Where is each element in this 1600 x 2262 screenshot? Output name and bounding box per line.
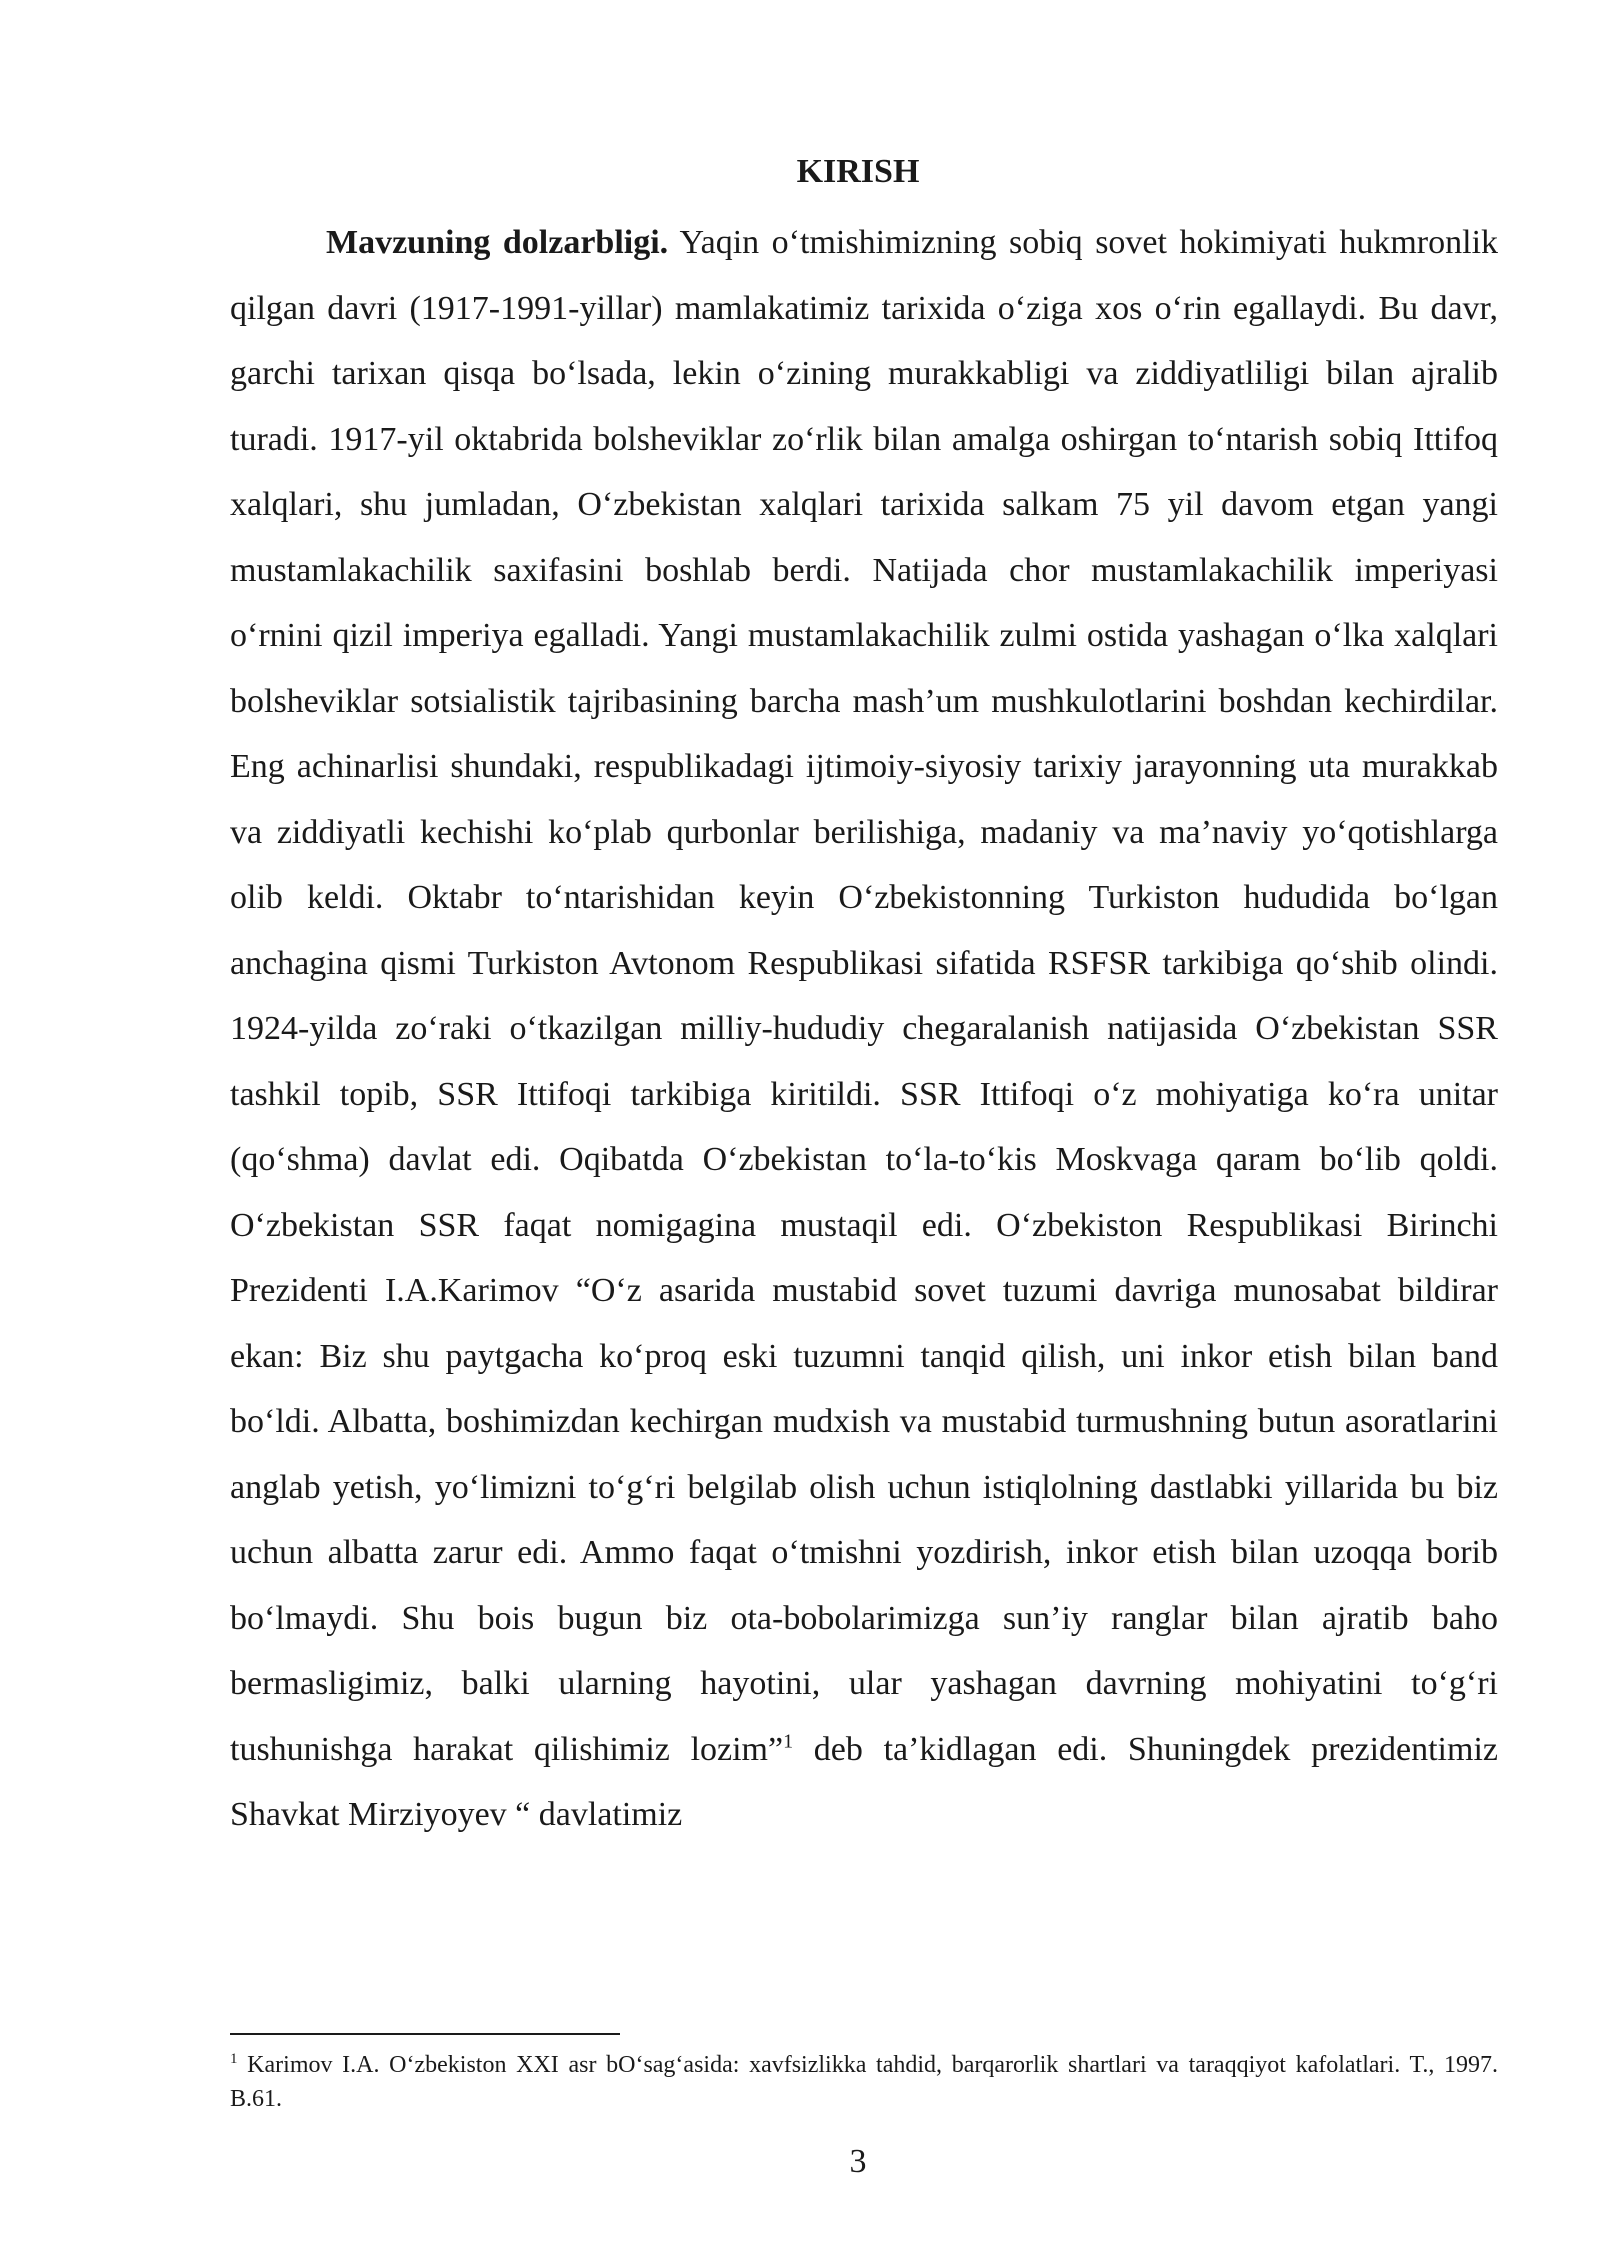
footnote-reference: 1	[783, 1730, 794, 1753]
section-heading: KIRISH	[796, 153, 920, 190]
paragraph-text-continued: deb ta’kidlagan edi. Shuningdek prezidentimiz Shavkat Mirziyoyev “ davlatimiz	[230, 1730, 1498, 1833]
body-text	[230, 210, 1498, 1848]
footnote-marker: 1	[230, 2051, 238, 2067]
intro-paragraph	[230, 210, 1498, 1848]
paragraph-lead: Mavzuning dolzarbligi.	[326, 224, 669, 261]
footnote-separator	[230, 2033, 620, 2035]
paragraph-text: Yaqin o‘tmishimizning sobiq sovet hokimiyati hukmronlik qilgan davri (1917-1991-yillar) mamlakatimiz tarixida o‘ziga xos o‘rin egallaydi. Bu davr, garchi tarixan qisqa bo‘lsada, lekin o‘zining murakkabligi va ziddiyatliligi bilan ajralib turadi. 1917-yil oktabrida bolsheviklar zo‘rlik bilan amalga oshirgan to‘ntarish sobiq Ittifoq xalqlari, shu jumladan, O‘zbekistan xalqlari tarixida salkam 75 yil davom etgan yangi mustamlakachilik saxifasini boshlab berdi. Natijada chor mustamlakachilik imperiyasi o‘rnini qizil imperiya egalladi. Yangi mustamlakachilik zulmi ostida yashagan o‘lka xalqlari bolsheviklar sotsialistik tajribasining barcha mash’um mushkulotlarini boshdan kechirdilar. Eng achinarlisi shundaki, respublikadagi ijtimoiy-siyosiy tarixiy jarayonning uta murakkab va ziddiyatli kechishi ko‘plab qurbonlar berilishiga, madaniy va ma’naviy yo‘qotishlarga olib keldi. Oktabr to‘ntarishidan keyin O‘zbekistonning Turkiston hududida bo‘lgan anchagina qismi Turkiston Avtonom Respublikasi sifatida RSFSR tarkibiga qo‘shib olindi. 1924-yilda zo‘raki o‘tkazilgan milliy-hududiy chegaralanish natijasida O‘zbekistan SSR tashkil topib, SSR Ittifoqi tarkibiga kiritildi. SSR Ittifoqi o‘z mohiyatiga ko‘ra unitar (qo‘shma) davlat edi. Oqibatda O‘zbekistan to‘la-to‘kis Moskvaga qaram bo‘lib qoldi. O‘zbekistan SSR faqat nomigagina mustaqil edi. O‘zbekiston Respublikasi Birinchi Prezidenti I.A.Karimov “O‘z asarida mustabid sovet tuzumi davriga munosabat bildirar ekan: Biz shu paytgacha ko‘proq eski tuzumni tanqid qilish, uni inkor etish bilan band bo‘ldi. Albatta, boshimizdan kechirgan mudxish va mustabid turmushning butun asoratlarini anglab yetish, yo‘limizni to‘g‘ri belgilab olish uchun istiqlolning dastlabki yillarida bu biz uchun albatta zarur edi. Ammo faqat o‘tmishni yozdirish, inkor etish bilan uzoqqa borib bo‘lmaydi. Shu bois bugun biz ota-bobolarimizga sun’iy ranglar bilan ajratib baho bermasligimiz, balki ularning hayotini, ular yashagan davrning mohiyatini to‘g‘ri tushunishga harakat qilishimiz lozim”	[230, 224, 1499, 1768]
footnote-text: Karimov I.A. O‘zbekiston XXI asr bO‘sag‘asida: xavfsizlikka tahdid, barqarorlik shartlari va taraqqiyot kafolatlari. T., 1997. B.61.	[230, 2052, 1498, 2112]
footnote	[230, 2048, 1498, 2116]
page-number: 3	[849, 2143, 867, 2180]
